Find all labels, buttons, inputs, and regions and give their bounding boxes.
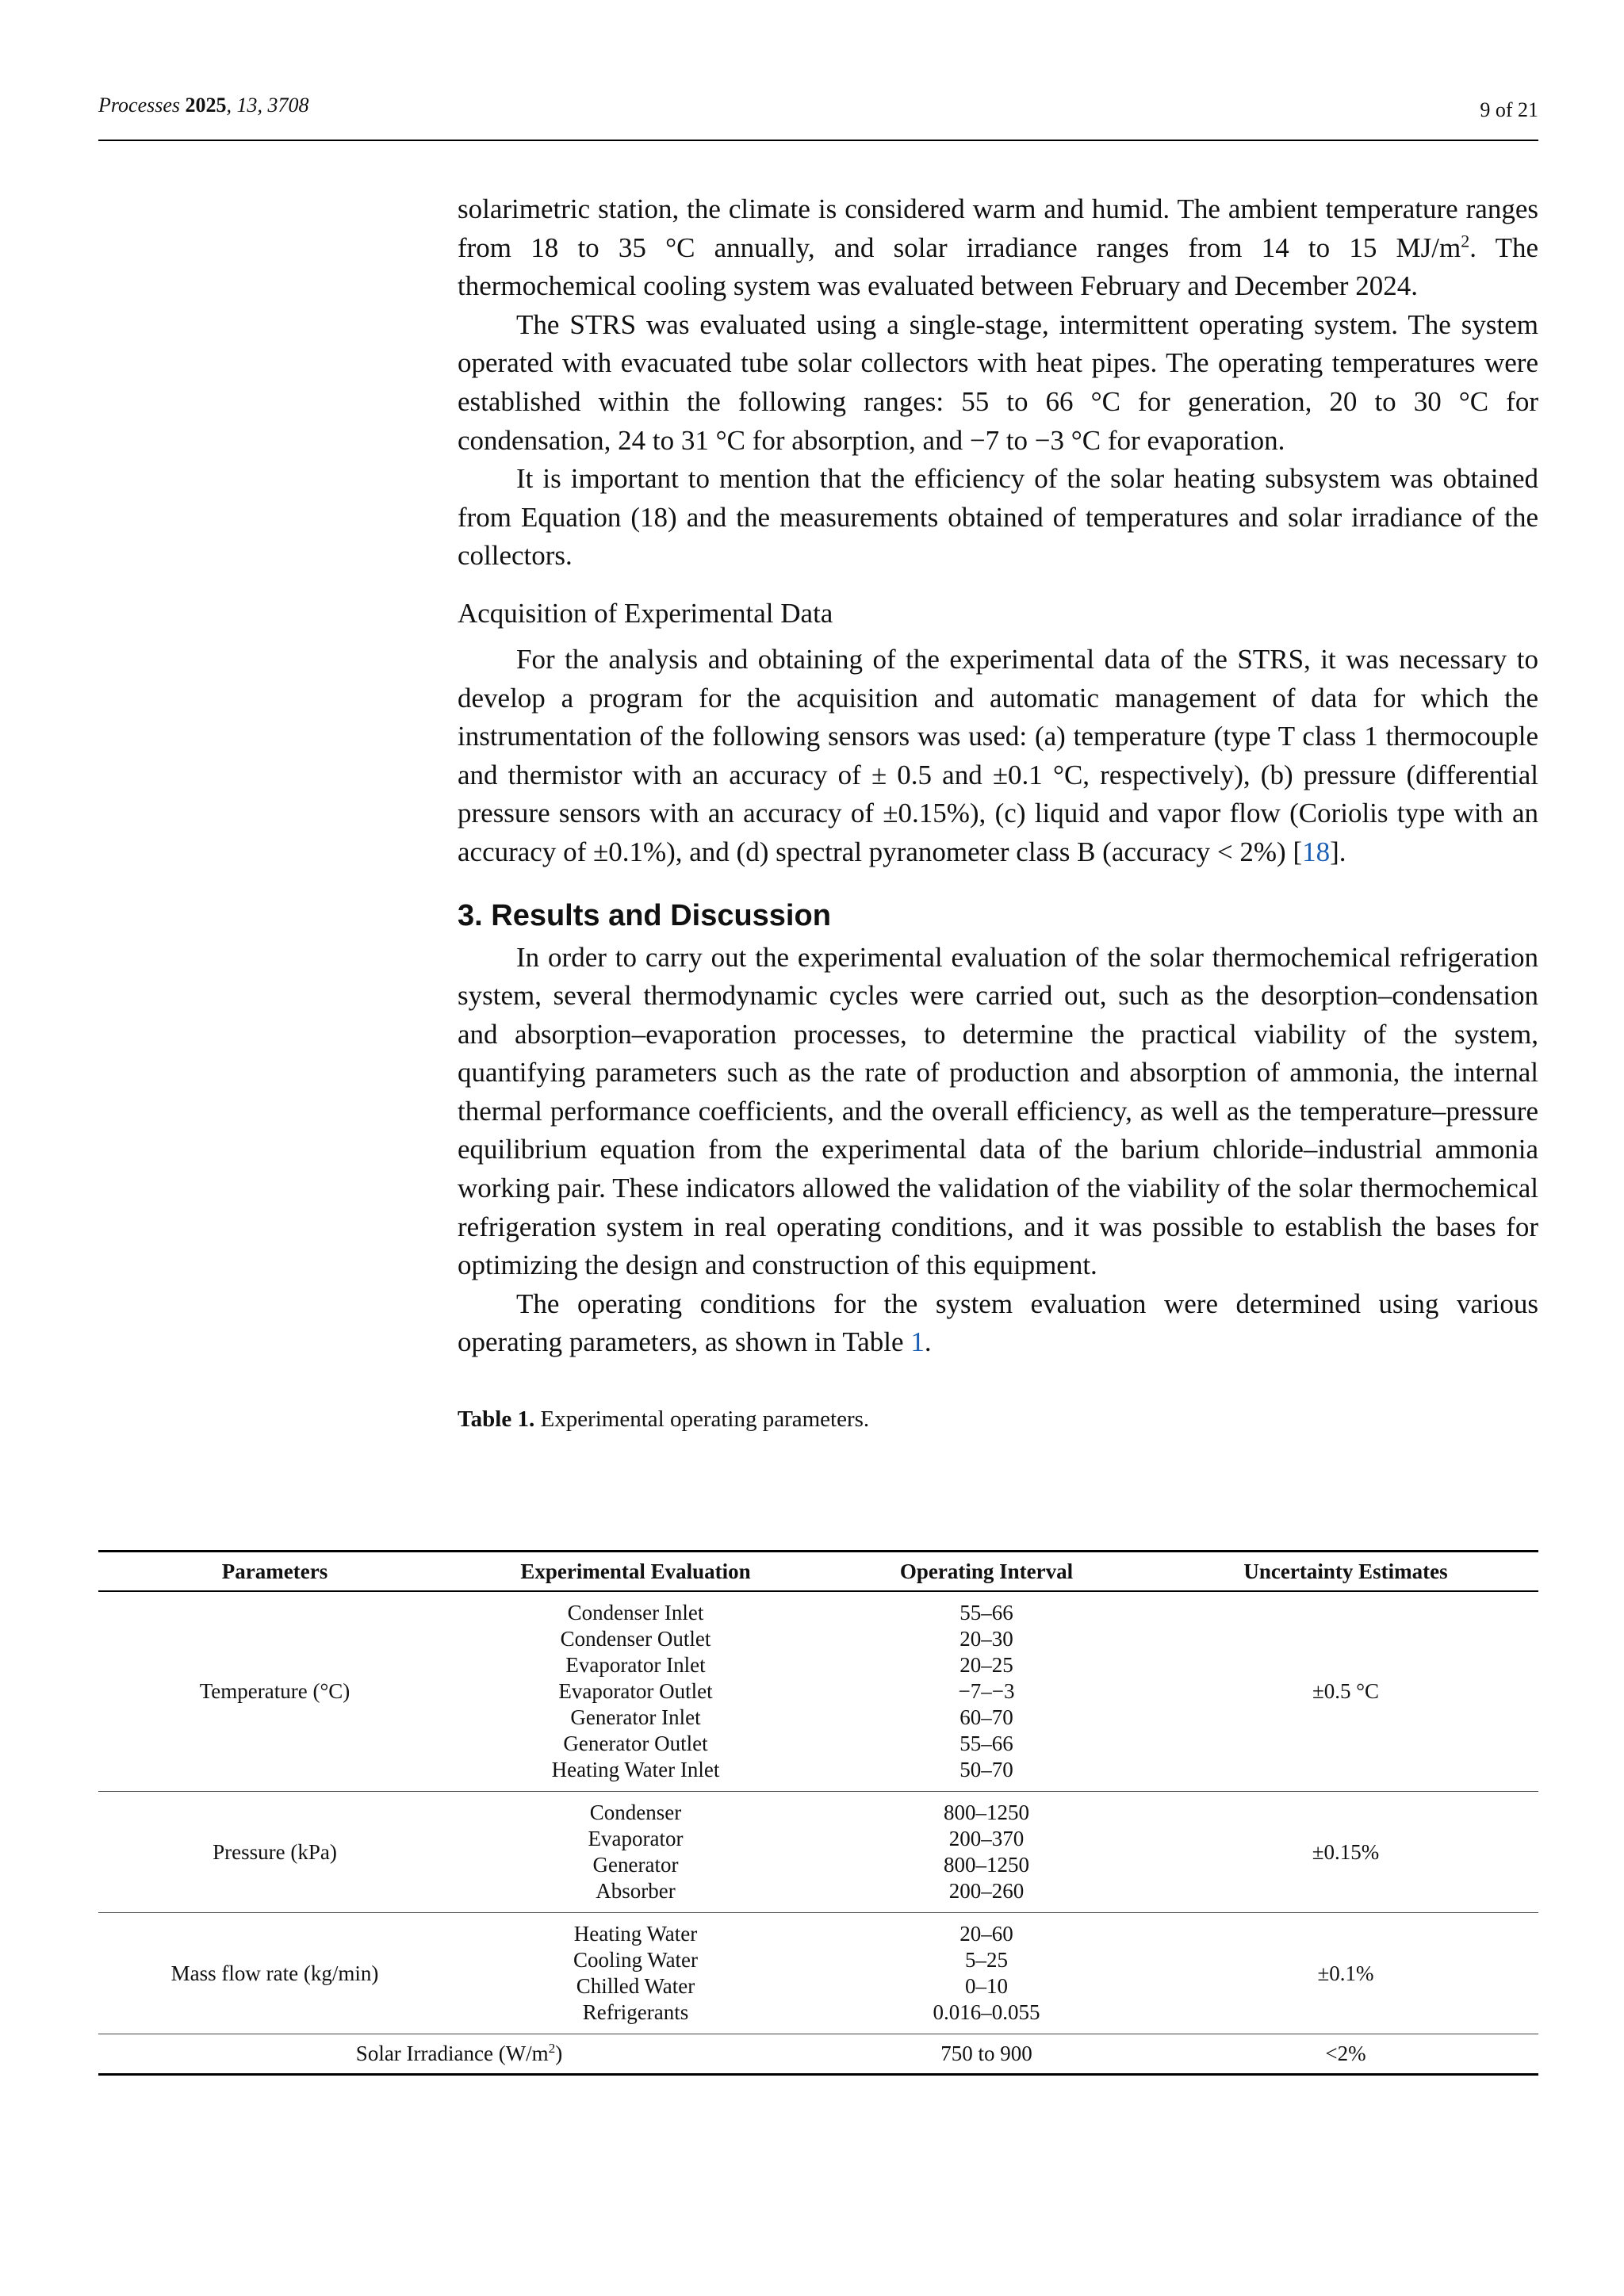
interval-cell [820,1792,1153,1913]
interval-item: 20–25 [959,1653,1013,1677]
interval-cell [820,1591,1153,1792]
journal-volume: 13 [236,94,258,117]
table-caption-text: Experimental operating parameters. [534,1406,870,1433]
table-row [98,2034,1538,2075]
paragraph-4-text-a: For the analysis and obtaining of the experimental data of the STRS, it was necessary to develop a program for the acquisition and automatic management of data for which the instrumentation of the following sensors was used: (a) temperature (type T class 1 thermocouple and thermistor with an accuracy of ± 0.5 and ±0.1 °C, respectively), (b) pressure (differential pressure sensors with an accuracy of ±0.15%), (c) liquid and vapor flow (Coriolis type with an accuracy of ±0.1%), and (d) spectral pyranometer class B (accuracy < 2%) [ [458,643,1538,867]
parameter-cell: Pressure (kPa) [98,1792,451,1913]
header-uncertainty: Uncertainty Estimates [1153,1552,1538,1592]
paragraph-1 [458,190,1538,306]
interval-item: 55–66 [959,1732,1013,1755]
paragraph-6-text-a: The operating conditions for the system evaluation were determined using various operating parameters, as shown in Table [458,1288,1538,1358]
evaluation-item: Evaporator Outlet [558,1679,713,1703]
uncertainty-cell: ±0.5 °C [1153,1591,1538,1792]
interval-item: 5–25 [965,1948,1008,1972]
operating-parameters-table [98,1550,1538,2076]
evaluation-item: Evaporator [588,1827,684,1850]
interval-item: 50–70 [959,1758,1013,1781]
interval-item: 0.016–0.055 [933,2000,1040,2024]
header-interval: Operating Interval [820,1552,1153,1592]
table-caption [458,1405,1538,1433]
uncertainty-cell: ±0.1% [1153,1913,1538,2034]
journal-article: 3708 [267,94,309,117]
paragraph-1-text-a: solarimetric station, the climate is considered warm and humid. The ambient temperature ranges from 18 to 35 °C annually, and solar irradiance ranges from 14 to 15 MJ/m [458,193,1538,263]
table-link[interactable]: 1 [910,1326,925,1358]
interval-item: 200–260 [948,1879,1025,1903]
interval-item: 60–70 [959,1705,1013,1729]
evaluation-item: Heating Water [573,1922,698,1946]
uncertainty-cell: <2% [1153,2034,1538,2075]
evaluation-item: Chilled Water [576,1974,695,1998]
page-header [98,94,1538,141]
evaluation-item: Generator Outlet [563,1732,708,1755]
table-header-row [98,1552,1538,1592]
table-row [98,1913,1538,2034]
paragraph-4 [458,641,1538,872]
superscript: 2 [1461,230,1470,251]
evaluation-item: Evaporator Inlet [565,1653,706,1677]
evaluation-item: Absorber [596,1879,676,1903]
evaluation-item: Generator [592,1853,679,1877]
subsection-heading: Acquisition of Experimental Data [458,597,833,629]
parameter-cell: Temperature (°C) [98,1591,451,1792]
header-parameters: Parameters [98,1552,451,1592]
parameter-cell: Mass flow rate (kg/min) [98,1913,451,2034]
evaluation-cell [451,1913,820,2034]
paragraph-4-text-b: ]. [1330,836,1346,867]
paragraph-6 [458,1285,1538,1362]
section-heading: 3. Results and Discussion [458,898,831,932]
evaluation-cell [451,1591,820,1792]
reference-link[interactable]: 18 [1302,836,1331,867]
evaluation-item: Heating Water Inlet [551,1758,720,1781]
paragraph-3: It is important to mention that the efficiency of the solar heating subsystem was obtained from Equation (18) and the measurements obtained of temperatures and solar irradiance of the collectors. [458,463,1538,572]
paragraph-5: In order to carry out the experimental evaluation of the solar thermochemical refrigeration system, several thermodynamic cycles were carried out, such as the desorption–condensation and absorption–evaporation processes, to determine the practical viability of the system, quantifying parameters such as the rate of production and absorption of ammonia, the internal thermal performance coefficients, and the overall efficiency, as well as the temperature–pressure equilibrium equation from the experimental data of the barium chloride–industrial ammonia working pair. These indicators allowed the validation of the viability of the solar thermochemical refrigeration system in real operating conditions, and it was possible to establish the bases for optimizing the design and construction of this equipment. [458,941,1538,1281]
interval-item: 800–1250 [944,1853,1029,1877]
superscript: 2 [548,2041,556,2056]
journal-citation: Processes 2025, 13, 3708 [98,94,309,117]
journal-name: Processes [98,94,181,117]
header-evaluation: Experimental Evaluation [451,1552,820,1592]
table-row [98,1591,1538,1792]
paragraph-6-text-b: . [924,1326,932,1358]
journal-year: 2025 [185,94,227,117]
interval-item: 800–1250 [944,1800,1029,1824]
evaluation-item: Condenser [589,1800,682,1824]
paragraph-2: The STRS was evaluated using a single-stage, intermittent operating system. The system operated with evacuated tube solar collectors with heat pipes. The operating temperatures were established within the following ranges: 55 to 66 °C for generation, 20 to 30 °C for condensation, 24 to 31 °C for absorption, and −7 to −3 °C for evaporation. [458,308,1538,456]
interval-cell: 750 to 900 [820,2034,1153,2075]
interval-item: 55–66 [959,1601,1013,1624]
evaluation-item: Cooling Water [573,1948,699,1972]
interval-item: 20–30 [959,1627,1013,1651]
article-body [458,190,1538,1433]
evaluation-item: Generator Inlet [570,1705,701,1729]
evaluation-item: Condenser Outlet [560,1627,711,1651]
evaluation-item: Condenser Inlet [567,1601,704,1624]
solar-irradiance-label-a: Solar Irradiance (W/m [355,2042,549,2065]
solar-irradiance-label-b: ) [555,2042,563,2065]
page-number: 9 of 21 [1480,98,1538,121]
interval-item: 200–370 [948,1827,1025,1850]
evaluation-item: Refrigerants [582,2000,689,2024]
parameter-cell [98,2034,820,2075]
interval-item: 20–60 [959,1922,1013,1946]
table-row [98,1792,1538,1913]
interval-item: 0–10 [965,1974,1008,1998]
table-caption-label: Table 1. [458,1406,535,1433]
uncertainty-cell: ±0.15% [1153,1792,1538,1913]
evaluation-cell [451,1792,820,1913]
paragraph-1-text-b: . The thermochemical cooling system was evaluated between February and December 2024. [458,232,1538,302]
interval-item: −7–−3 [958,1679,1015,1703]
interval-cell [820,1913,1153,2034]
